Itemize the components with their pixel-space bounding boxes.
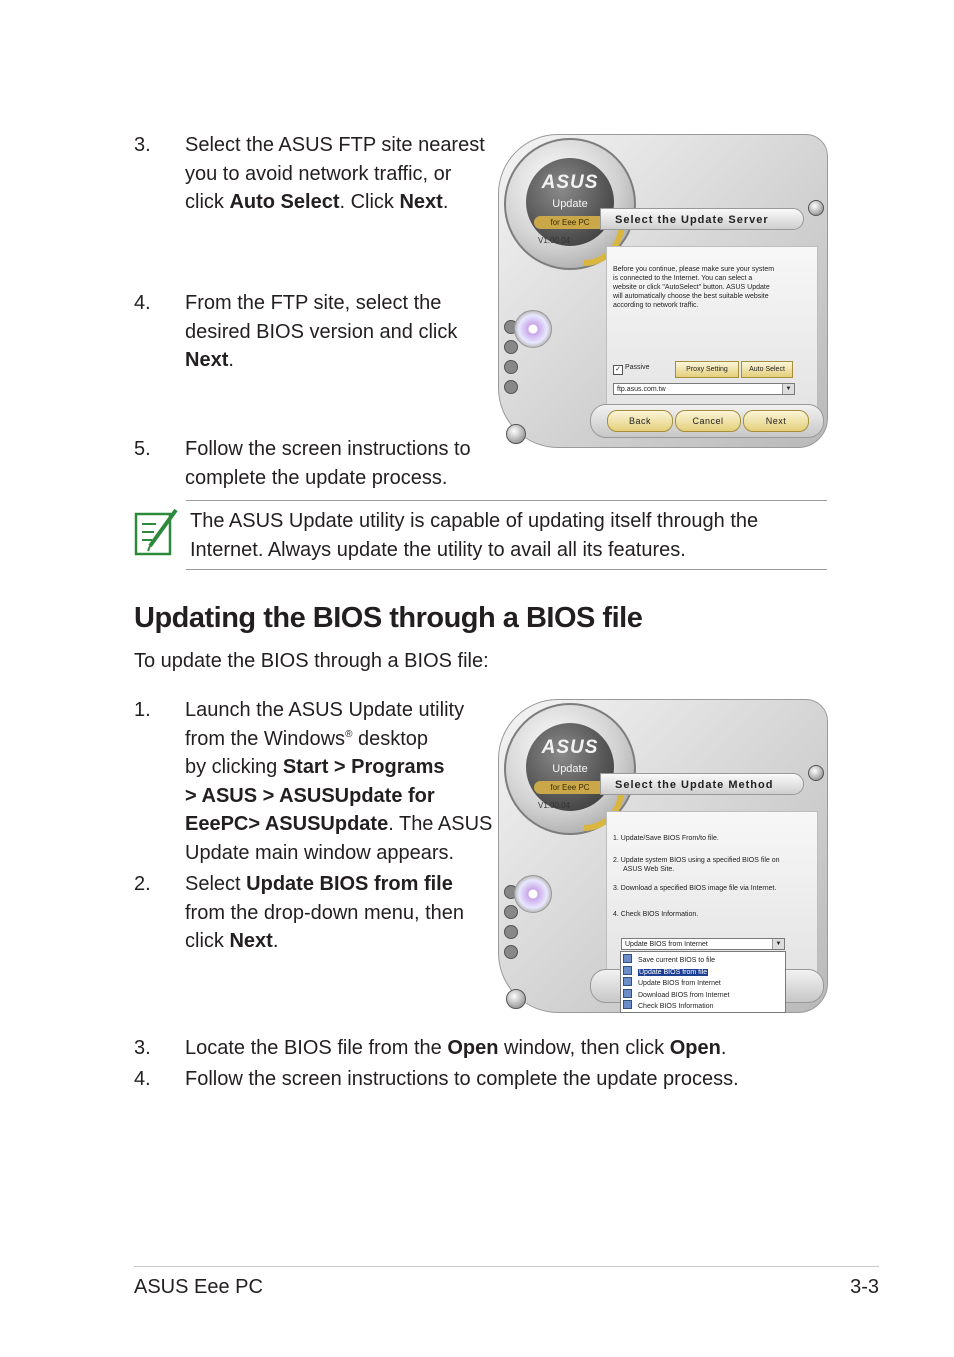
version-label: V1.00.04 bbox=[538, 236, 571, 245]
side-dot-icon bbox=[504, 905, 518, 919]
text-run: desired BIOS version and click bbox=[185, 320, 458, 343]
bios-option-icon bbox=[623, 1000, 632, 1009]
info-line: website or click "AutoSelect" button. ASUS Update bbox=[613, 284, 770, 291]
method-select[interactable] bbox=[621, 938, 785, 950]
text-run: . bbox=[720, 1037, 727, 1059]
dropdown-option[interactable] bbox=[623, 1000, 713, 1011]
step-text bbox=[185, 870, 464, 956]
footer-rule bbox=[134, 1266, 879, 1267]
method-option-text: 4. Check BIOS Information. bbox=[613, 911, 699, 918]
text-run: Select bbox=[185, 873, 247, 895]
side-dot-icon bbox=[504, 925, 518, 939]
note-bottom-rule bbox=[186, 569, 827, 570]
text-run: Launch the ASUS Update utility bbox=[185, 699, 465, 721]
side-dot-icon bbox=[504, 380, 518, 394]
info-line: according to network traffic. bbox=[613, 302, 699, 309]
text-run: From the FTP site, select the bbox=[185, 292, 442, 314]
bios-option-icon bbox=[623, 977, 632, 986]
passive-label: Passive bbox=[625, 364, 650, 371]
step-number: 5. bbox=[134, 438, 151, 460]
method-panel bbox=[606, 811, 818, 973]
step-line bbox=[185, 464, 471, 493]
step-line bbox=[185, 782, 492, 811]
info-line: will automatically choose the best suitable website bbox=[613, 293, 769, 300]
step-line bbox=[185, 696, 492, 725]
proxy-setting-button[interactable]: Proxy Setting bbox=[675, 361, 739, 378]
text-run: Update main window appears. bbox=[185, 841, 455, 864]
method-select-value: Update BIOS from Internet bbox=[625, 941, 708, 948]
chevron-down-icon[interactable]: ▼ bbox=[772, 939, 784, 949]
text-run: . bbox=[272, 930, 279, 952]
step-line bbox=[185, 131, 485, 160]
bold-term: Open bbox=[447, 1037, 499, 1059]
step-line bbox=[185, 318, 457, 347]
server-select[interactable] bbox=[613, 383, 795, 395]
step-line bbox=[185, 1065, 739, 1094]
close-knob-icon[interactable] bbox=[808, 200, 824, 216]
edition-badge: for Eee PC bbox=[534, 781, 606, 794]
step-text bbox=[185, 1034, 726, 1063]
step-line bbox=[185, 160, 485, 189]
step-number: 2. bbox=[134, 873, 151, 895]
dropdown-option-label: Save current BIOS to file bbox=[638, 957, 716, 964]
dialog-banner: Select the Update Method bbox=[600, 773, 804, 795]
step-line bbox=[185, 753, 492, 782]
step-line bbox=[185, 1034, 726, 1063]
step-line bbox=[185, 188, 485, 217]
bold-term: Update BIOS from file bbox=[246, 873, 453, 895]
registered-mark: ® bbox=[345, 728, 353, 740]
bold-term: EeePC> ASUSUpdate bbox=[185, 813, 389, 835]
bold-term: Next bbox=[185, 349, 229, 371]
asus-logo: ASUS bbox=[541, 172, 599, 193]
asus-update-server-dialog bbox=[498, 134, 828, 448]
method-option-text: 2. Update system BIOS using a specified BIOS file on bbox=[613, 857, 780, 864]
note-line: The ASUS Update utility is capable of updating itself through the bbox=[190, 510, 759, 532]
bios-option-icon bbox=[623, 954, 632, 963]
step-number: 4. bbox=[134, 292, 151, 314]
asus-update-method-dialog bbox=[498, 699, 828, 1013]
product-name: Update bbox=[552, 198, 588, 210]
dropdown-option-label: Update BIOS from file bbox=[639, 968, 708, 976]
dropdown-option-label: Check BIOS Information bbox=[638, 1003, 714, 1010]
close-knob-icon[interactable] bbox=[808, 765, 824, 781]
text-run: click bbox=[185, 930, 230, 952]
step-number: 3. bbox=[134, 134, 151, 156]
method-option-text: 1. Update/Save BIOS From/to file. bbox=[613, 835, 719, 842]
chevron-down-icon[interactable]: ▼ bbox=[782, 384, 794, 394]
text-run: . bbox=[442, 191, 449, 213]
note-top-rule bbox=[186, 500, 827, 501]
step-text bbox=[185, 131, 485, 217]
method-dropdown-list bbox=[620, 951, 786, 1013]
bold-term: Next bbox=[229, 930, 273, 952]
step-line bbox=[185, 725, 492, 754]
next-button[interactable]: Next bbox=[743, 410, 809, 432]
passive-checkbox[interactable]: ✓ bbox=[613, 365, 623, 375]
text-run: . The ASUS bbox=[388, 813, 493, 835]
cancel-button[interactable]: Cancel bbox=[675, 410, 741, 432]
cd-icon bbox=[514, 310, 552, 348]
step-number: 3. bbox=[134, 1037, 151, 1059]
step-text bbox=[185, 696, 492, 867]
step-text bbox=[185, 435, 471, 492]
minimize-knob-icon[interactable] bbox=[506, 424, 526, 444]
note-text bbox=[190, 507, 758, 564]
side-dot-icon bbox=[504, 360, 518, 374]
method-option-text: ASUS Web Site. bbox=[623, 866, 675, 873]
footer-left: ASUS Eee PC bbox=[134, 1276, 263, 1298]
section-title: Updating the BIOS through a BIOS file bbox=[134, 602, 643, 634]
bold-term: Start > Programs bbox=[282, 756, 445, 778]
text-run: click bbox=[185, 191, 230, 213]
dropdown-option[interactable] bbox=[623, 989, 729, 1000]
method-option-text: 3. Download a specified BIOS image file via Internet. bbox=[613, 885, 777, 892]
text-run: from the Windows bbox=[185, 727, 346, 750]
bold-term: > ASUS > ASUSUpdate for bbox=[185, 784, 435, 807]
bold-term: Next bbox=[399, 191, 443, 213]
text-run: you to avoid network traffic, or bbox=[185, 162, 452, 185]
minimize-knob-icon[interactable] bbox=[506, 989, 526, 1009]
dropdown-option-label: Update BIOS from Internet bbox=[638, 980, 721, 987]
step-number: 1. bbox=[134, 699, 151, 721]
product-name: Update bbox=[552, 763, 588, 775]
edition-badge: for Eee PC bbox=[534, 216, 606, 229]
bold-term: Auto Select bbox=[229, 191, 340, 213]
dropdown-option[interactable] bbox=[623, 966, 708, 977]
side-dot-icon bbox=[504, 340, 518, 354]
back-button[interactable]: Back bbox=[607, 410, 673, 432]
server-panel bbox=[606, 246, 818, 408]
section-intro: To update the BIOS through a BIOS file: bbox=[134, 650, 489, 672]
step-number: 4. bbox=[134, 1068, 151, 1090]
bios-option-icon bbox=[623, 989, 632, 998]
bold-term: Open bbox=[669, 1037, 721, 1059]
dropdown-option[interactable] bbox=[623, 977, 721, 988]
text-run: Locate the BIOS file from the bbox=[185, 1037, 448, 1059]
step-line bbox=[185, 899, 464, 928]
text-run: from the drop-down menu, then bbox=[185, 901, 465, 924]
nav-button-bar bbox=[590, 404, 824, 438]
server-select-value: ftp.asus.com.tw bbox=[617, 386, 666, 393]
note-line: Internet. Always update the utility to avail all its features. bbox=[190, 538, 686, 561]
step-line bbox=[185, 927, 464, 956]
step-line bbox=[185, 346, 457, 375]
auto-select-button[interactable]: Auto Select bbox=[741, 361, 793, 378]
step-line bbox=[185, 289, 457, 318]
text-run: Follow the screen instructions to complete the update process. bbox=[185, 1068, 739, 1090]
page-number: 3-3 bbox=[850, 1276, 879, 1298]
step-line bbox=[185, 870, 464, 899]
dropdown-option[interactable] bbox=[623, 954, 715, 965]
version-label: V1.00.04 bbox=[538, 801, 571, 810]
text-run: window, then click bbox=[498, 1037, 670, 1059]
info-line: Before you continue, please make sure your system bbox=[613, 266, 775, 273]
text-run: desktop bbox=[352, 727, 429, 750]
step-text bbox=[185, 289, 457, 375]
step-text bbox=[185, 1065, 739, 1094]
cd-icon bbox=[514, 875, 552, 913]
asus-logo: ASUS bbox=[541, 737, 599, 758]
step-line bbox=[185, 839, 492, 868]
bios-option-icon bbox=[623, 966, 632, 975]
step-line bbox=[185, 435, 471, 464]
dialog-banner: Select the Update Server bbox=[600, 208, 804, 230]
step-line bbox=[185, 810, 492, 839]
text-run: Select the ASUS FTP site nearest bbox=[185, 134, 485, 156]
side-dot-icon bbox=[504, 945, 518, 959]
text-run: by clicking bbox=[185, 756, 283, 778]
info-line: is connected to the Internet. You can select a bbox=[613, 275, 753, 282]
text-run: . Click bbox=[339, 191, 400, 213]
text-run: Follow the screen instructions to bbox=[185, 438, 471, 460]
note-pen-icon bbox=[134, 506, 180, 556]
text-run: complete the update process. bbox=[185, 466, 448, 489]
dropdown-option-label: Download BIOS from Internet bbox=[638, 991, 730, 999]
text-run: . bbox=[228, 349, 234, 371]
